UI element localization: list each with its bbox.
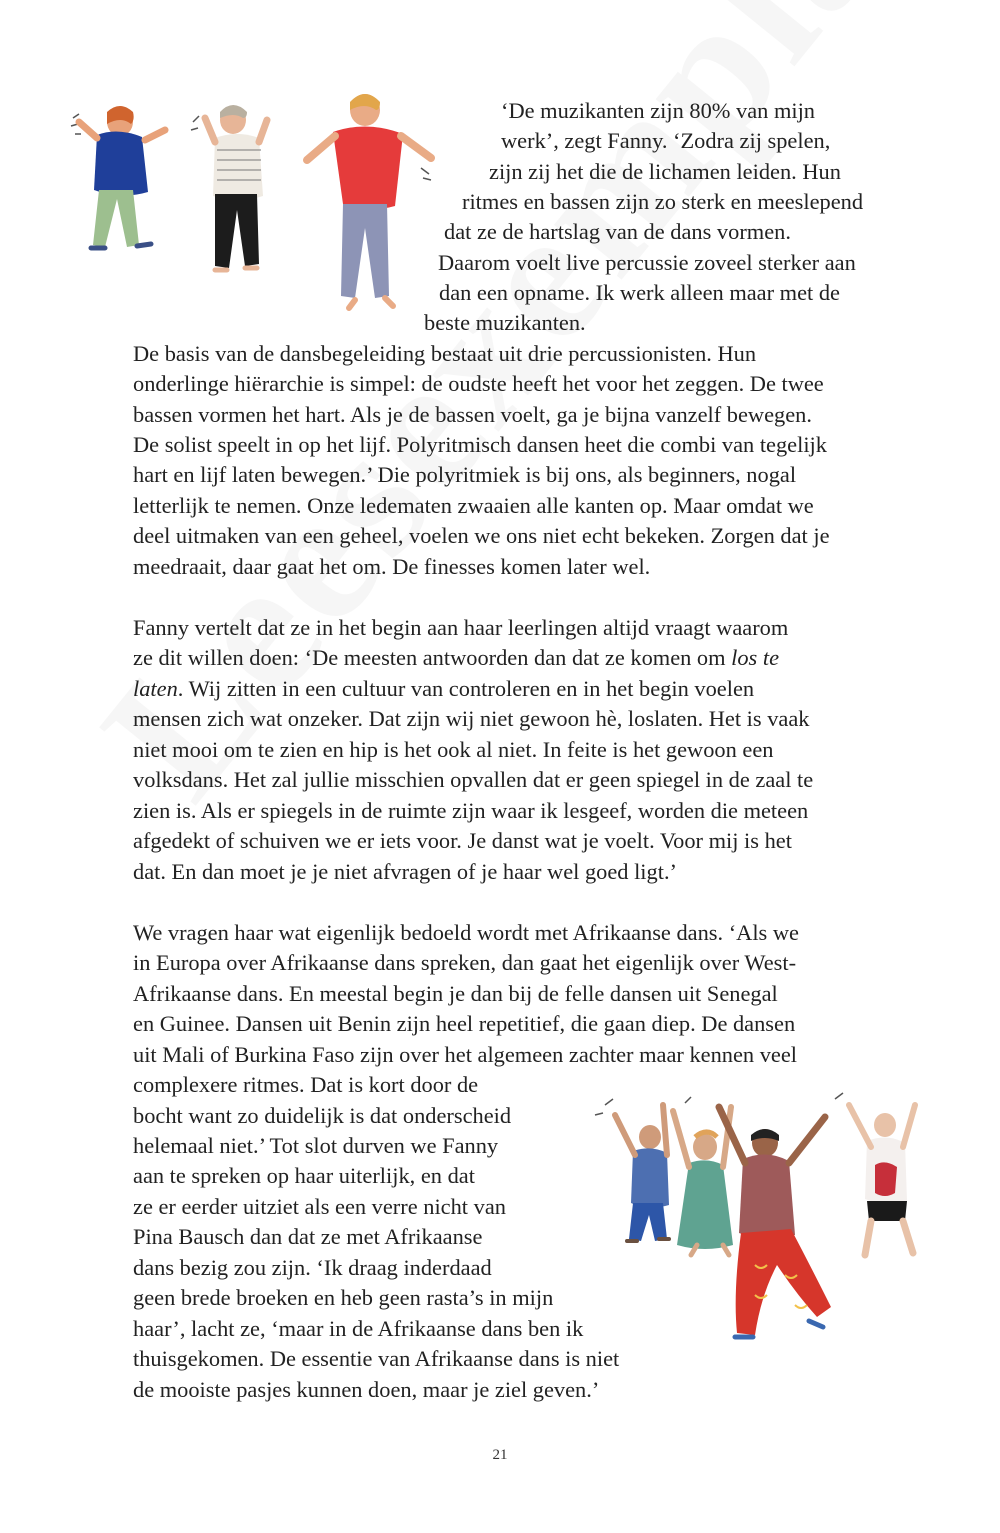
text-line: Pina Bausch dan dat ze met Afrikaanse: [133, 1224, 483, 1249]
dancer-black-shorts: [849, 1105, 915, 1255]
text-line: De solist speelt in op het lijf. Polyritmisch dansen heet die combi van tegelijk: [133, 432, 827, 457]
text-span: ze dit willen doen: ‘De meesten antwoorden dan dat ze komen om: [133, 645, 732, 670]
text-line: We vragen haar wat eigenlijk bedoeld wordt met Afrikaanse dans. ‘Als we: [133, 920, 799, 945]
text-line: hart en lijf laten bewegen.’ Die polyritmiek is bij ons, als beginners, nogal: [133, 462, 797, 487]
text-line: deel uitmaken van een geheel, voelen we ons niet echt bekeken. Zorgen dat je: [133, 523, 830, 548]
text-line: Fanny vertelt dat ze in het begin aan haar leerlingen altijd vraagt waarom: [133, 615, 789, 640]
text-line: Afrikaanse dans. En meestal begin je dan bij de felle dansen uit Senegal: [133, 981, 778, 1006]
text-line: Daarom voelt live percussie zoveel sterker aan: [438, 250, 856, 275]
dancer-blue-shirt: [615, 1105, 669, 1241]
dancer-blue-top: [71, 106, 165, 248]
text-line: ze er eerder uitziet als een verre nicht van: [133, 1194, 506, 1219]
page-number: 21: [492, 1447, 508, 1463]
text-line: in Europa over Afrikaanse dans spreken, dan gaat het eigenlijk over West-: [133, 950, 797, 975]
text-line: ritmes en bassen zijn zo sterk en meeslepend: [462, 189, 864, 214]
text-line: bassen vormen het hart. Als je de bassen voelt, ga je bijna vanzelf bewegen.: [133, 402, 812, 427]
text-line: de mooiste pasjes kunnen doen, maar je ziel geven.’: [133, 1377, 600, 1402]
text-line: ‘De muzikanten zijn 80% van mijn: [501, 98, 816, 123]
text-italic: los te: [731, 645, 780, 670]
text-line: meedraait, daar gaat het om. De finesses komen later wel.: [133, 554, 651, 579]
text-line: zien is. Als er spiegels in de ruimte zijn waar ik lesgeef, worden die meteen: [133, 798, 809, 823]
text-line: dans bezig zou zijn. ‘Ik draag inderdaad: [133, 1255, 492, 1280]
text-italic: laten: [133, 676, 178, 701]
text-line: haar’, lacht ze, ‘maar in de Afrikaanse dans ben ik: [133, 1316, 584, 1341]
illustration-dancers-bottom: [585, 1085, 945, 1355]
text-line: De basis van de dansbegeleiding bestaat uit drie percussionisten. Hun: [133, 341, 757, 366]
text-line: thuisgekomen. De essentie van Afrikaanse dans is niet: [133, 1346, 620, 1371]
dancer-green-dress: [673, 1107, 733, 1255]
text-line: bocht want zo duidelijk is dat onderscheid: [133, 1103, 512, 1128]
text-line: [133, 674, 754, 704]
text-line: en Guinee. Dansen uit Benin zijn heel repetitief, die gaan diep. De dansen: [133, 1011, 796, 1036]
dancer-red-patterned-trousers: [719, 1107, 831, 1337]
text-line: complexere ritmes. Dat is kort door de: [133, 1072, 479, 1097]
text-line: geen brede broeken en heb geen rasta’s in mijn: [133, 1285, 554, 1310]
dancer-red-top: [307, 94, 431, 308]
text-line: dan een opname. Ik werk alleen maar met de: [439, 280, 840, 305]
text-line: afgedekt of schuiven we er iets voor. Je danst wat je voelt. Voor mij is het: [133, 828, 792, 853]
text-line: [133, 643, 779, 673]
text-line: volksdans. Het zal jullie misschien opvallen dat er geen spiegel in de zaal te: [133, 767, 814, 792]
text-line: dat ze de hartslag van de dans vormen.: [444, 219, 791, 244]
text-line: zijn zij het die de lichamen leiden. Hun: [489, 159, 841, 184]
text-line: niet mooi om te zien en hip is het ook al niet. In feite is het gewoon een: [133, 737, 774, 762]
text-line: beste muzikanten.: [424, 310, 586, 335]
text-line: werk’, zegt Fanny. ‘Zodra zij spelen,: [501, 128, 831, 153]
text-line: uit Mali of Burkina Faso zijn over het algemeen zachter maar kennen veel: [133, 1042, 798, 1067]
text-span: . Wij zitten in een cultuur van controleren en in het begin voelen: [177, 676, 755, 701]
dancer-striped-top: [191, 105, 267, 270]
text-line: helemaal niet.’ Tot slot durven we Fanny: [133, 1133, 499, 1158]
illustration-dancers-top: [65, 90, 465, 320]
text-line: mensen zich wat onzeker. Dat zijn wij niet gewoon hè, loslaten. Het is vaak: [133, 706, 810, 731]
text-line: letterlijk te nemen. Onze ledematen zwaaien alle kanten op. Maar omdat we: [133, 493, 814, 518]
text-line: onderlinge hiërarchie is simpel: de oudste heeft het voor het zeggen. De twee: [133, 371, 824, 396]
text-line: aan te spreken op haar uiterlijk, en dat: [133, 1163, 475, 1188]
text-line: dat. En dan moet je je niet afvragen of je haar wel goed ligt.’: [133, 859, 678, 884]
